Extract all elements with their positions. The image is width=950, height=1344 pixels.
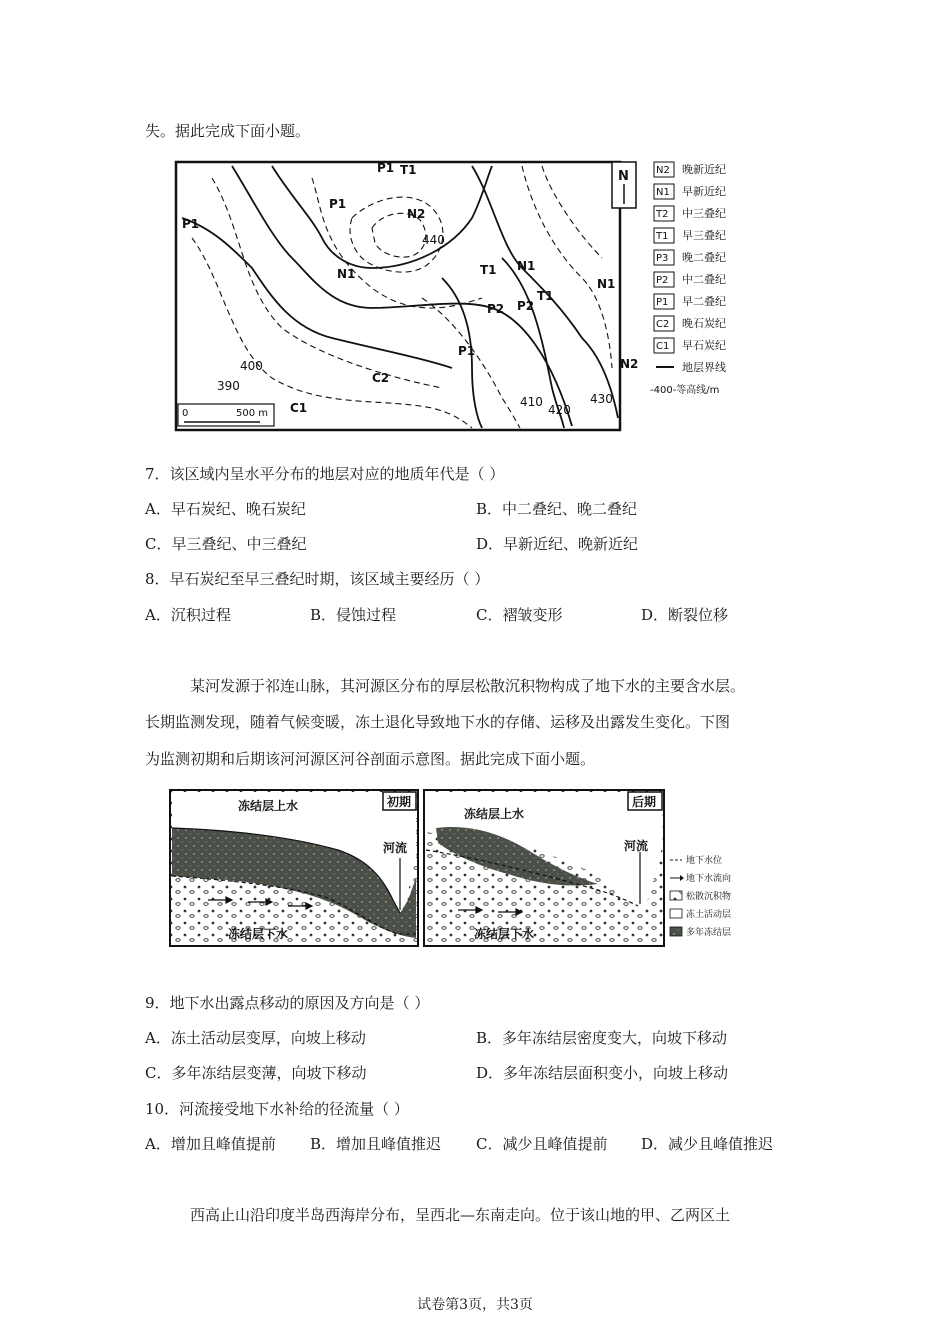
stratum-label: T1 — [400, 163, 417, 177]
early-river-label: 河流 — [383, 841, 408, 855]
q9-option-a[interactable]: A．冻土活动层变厚，向坡上移动 — [145, 1029, 366, 1047]
stratum-label: C2 — [372, 371, 390, 385]
svg-text:地层界线: 地层界线 — [682, 361, 726, 374]
svg-text:松散沉积物: 松散沉积物 — [686, 892, 732, 902]
contour-label: 420 — [548, 403, 571, 417]
q9-option-b[interactable]: B．多年冻结层密度变大，向坡下移动 — [476, 1029, 728, 1047]
svg-text:早三叠纪: 早三叠纪 — [682, 229, 726, 242]
stratum-label: P1 — [377, 161, 395, 175]
late-river-label: 河流 — [624, 839, 649, 853]
svg-text:早二叠纪: 早二叠纪 — [682, 295, 726, 308]
svg-text:500 m: 500 m — [236, 408, 269, 419]
stratum-label: T1 — [537, 289, 554, 303]
q7-stem: 7．该区域内呈水平分布的地层对应的地质年代是（ ） — [145, 465, 505, 483]
contour-label: 400 — [240, 359, 263, 373]
passage3-line1: 西高止山沿印度半岛西海岸分布，呈西北—东南走向。位于该山地的甲、乙两区土 — [190, 1206, 731, 1224]
late-above-label: 冻结层上水 — [464, 807, 525, 821]
q7-option-a[interactable]: A．早石炭纪、晚石炭纪 — [145, 500, 306, 518]
q8-option-d[interactable]: D．断裂位移 — [641, 606, 729, 624]
contour-label: 440 — [422, 233, 445, 247]
svg-text:冻土活动层: 冻土活动层 — [686, 910, 732, 920]
contour-label: 410 — [520, 395, 543, 409]
section-legend — [670, 854, 731, 938]
stratum-label: C1 — [290, 401, 308, 415]
early-panel — [170, 790, 418, 946]
early-above-label: 冻结层上水 — [238, 799, 299, 813]
early-tag: 初期 — [387, 795, 412, 809]
contour-label: 430 — [590, 392, 613, 406]
early-below-label: 冻结层下水 — [228, 927, 289, 941]
stratum-label: P1 — [458, 344, 476, 358]
svg-text:中三叠纪: 中三叠纪 — [682, 207, 726, 220]
page-footer: 试卷第3页，共3页 — [417, 1297, 533, 1313]
q9-option-c[interactable]: C．多年冻结层变薄，向坡下移动 — [145, 1064, 367, 1082]
q9-stem: 9．地下水出露点移动的原因及方向是（ ） — [145, 994, 430, 1012]
svg-text:早新近纪: 早新近纪 — [682, 185, 726, 198]
svg-text:T2: T2 — [656, 209, 669, 220]
q10-option-d[interactable]: D．减少且峰值推迟 — [641, 1135, 774, 1153]
svg-text:N1: N1 — [656, 187, 670, 198]
geological-map-figure — [172, 158, 736, 436]
stratum-label: N1 — [597, 277, 616, 291]
svg-text:早石炭纪: 早石炭纪 — [682, 339, 726, 352]
stratum-label: N2 — [620, 357, 639, 371]
svg-text:-400-等高线/m: -400-等高线/m — [650, 385, 720, 396]
q10-stem: 10．河流接受地下水补给的径流量（ ） — [145, 1100, 409, 1118]
svg-text:C1: C1 — [656, 341, 670, 352]
svg-text:P1: P1 — [656, 297, 669, 308]
stratum-label: N2 — [407, 207, 426, 221]
stratum-label: P2 — [517, 299, 535, 313]
svg-text:晚二叠纪: 晚二叠纪 — [682, 251, 726, 264]
svg-text:C2: C2 — [656, 319, 670, 330]
svg-text:多年冻结层: 多年冻结层 — [686, 928, 732, 938]
stratum-label: P2 — [487, 302, 505, 316]
stratum-label: P1 — [329, 197, 347, 211]
svg-text:0: 0 — [182, 408, 189, 419]
late-tag: 后期 — [632, 795, 657, 809]
q10-option-a[interactable]: A．增加且峰值提前 — [145, 1135, 276, 1153]
passage2-line2: 长期监测发现，随着气候变暖，冻土退化导致地下水的存储、运移及出露发生变化。下图 — [145, 713, 731, 731]
contour-label: 390 — [217, 379, 240, 393]
passage2-line1: 某河发源于祁连山脉，其河源区分布的厚层松散沉积物构成了地下水的主要含水层。 — [190, 677, 746, 695]
q7-option-b[interactable]: B．中二叠纪、晚二叠纪 — [476, 500, 638, 518]
q10-option-b[interactable]: B．增加且峰值推迟 — [310, 1135, 442, 1153]
q8-option-a[interactable]: A．沉积过程 — [145, 606, 231, 624]
q9-option-d[interactable]: D．多年冻结层面积变小，向坡上移动 — [476, 1064, 729, 1082]
svg-text:晚新近纪: 晚新近纪 — [682, 163, 726, 176]
passage2-line3: 为监测初期和后期该河河源区河谷剖面示意图。据此完成下面小题。 — [145, 750, 596, 768]
svg-text:P3: P3 — [656, 253, 669, 264]
scale-bar — [178, 404, 274, 426]
svg-text:地下水位: 地下水位 — [686, 856, 723, 866]
map-legend — [650, 162, 726, 396]
q7-option-c[interactable]: C．早三叠纪、中三叠纪 — [145, 535, 307, 553]
svg-text:N2: N2 — [656, 165, 670, 176]
stratum-label: N1 — [517, 259, 536, 273]
q8-option-c[interactable]: C．褶皱变形 — [476, 606, 563, 624]
q10-option-c[interactable]: C．减少且峰值提前 — [476, 1135, 608, 1153]
svg-text:中二叠纪: 中二叠纪 — [682, 273, 726, 286]
stratum-label: N1 — [337, 267, 356, 281]
svg-text:T1: T1 — [656, 231, 669, 242]
stratum-label: P1 — [182, 217, 200, 231]
intro-tail-text: 失。据此完成下面小题。 — [145, 122, 311, 140]
north-label: N — [618, 169, 629, 184]
q8-option-b[interactable]: B．侵蚀过程 — [310, 606, 397, 624]
late-below-label: 冻结层下水 — [474, 927, 535, 941]
svg-text:P2: P2 — [656, 275, 669, 286]
late-panel — [424, 790, 664, 946]
q7-option-d[interactable]: D．早新近纪、晚新近纪 — [476, 535, 639, 553]
stratum-label: T1 — [480, 263, 497, 277]
q8-stem: 8．早石炭纪至早三叠纪时期，该区域主要经历（ ） — [145, 570, 490, 588]
svg-text:晚石炭纪: 晚石炭纪 — [682, 317, 726, 330]
valley-section-figure — [168, 788, 738, 950]
svg-text:地下水流向: 地下水流向 — [686, 874, 732, 884]
